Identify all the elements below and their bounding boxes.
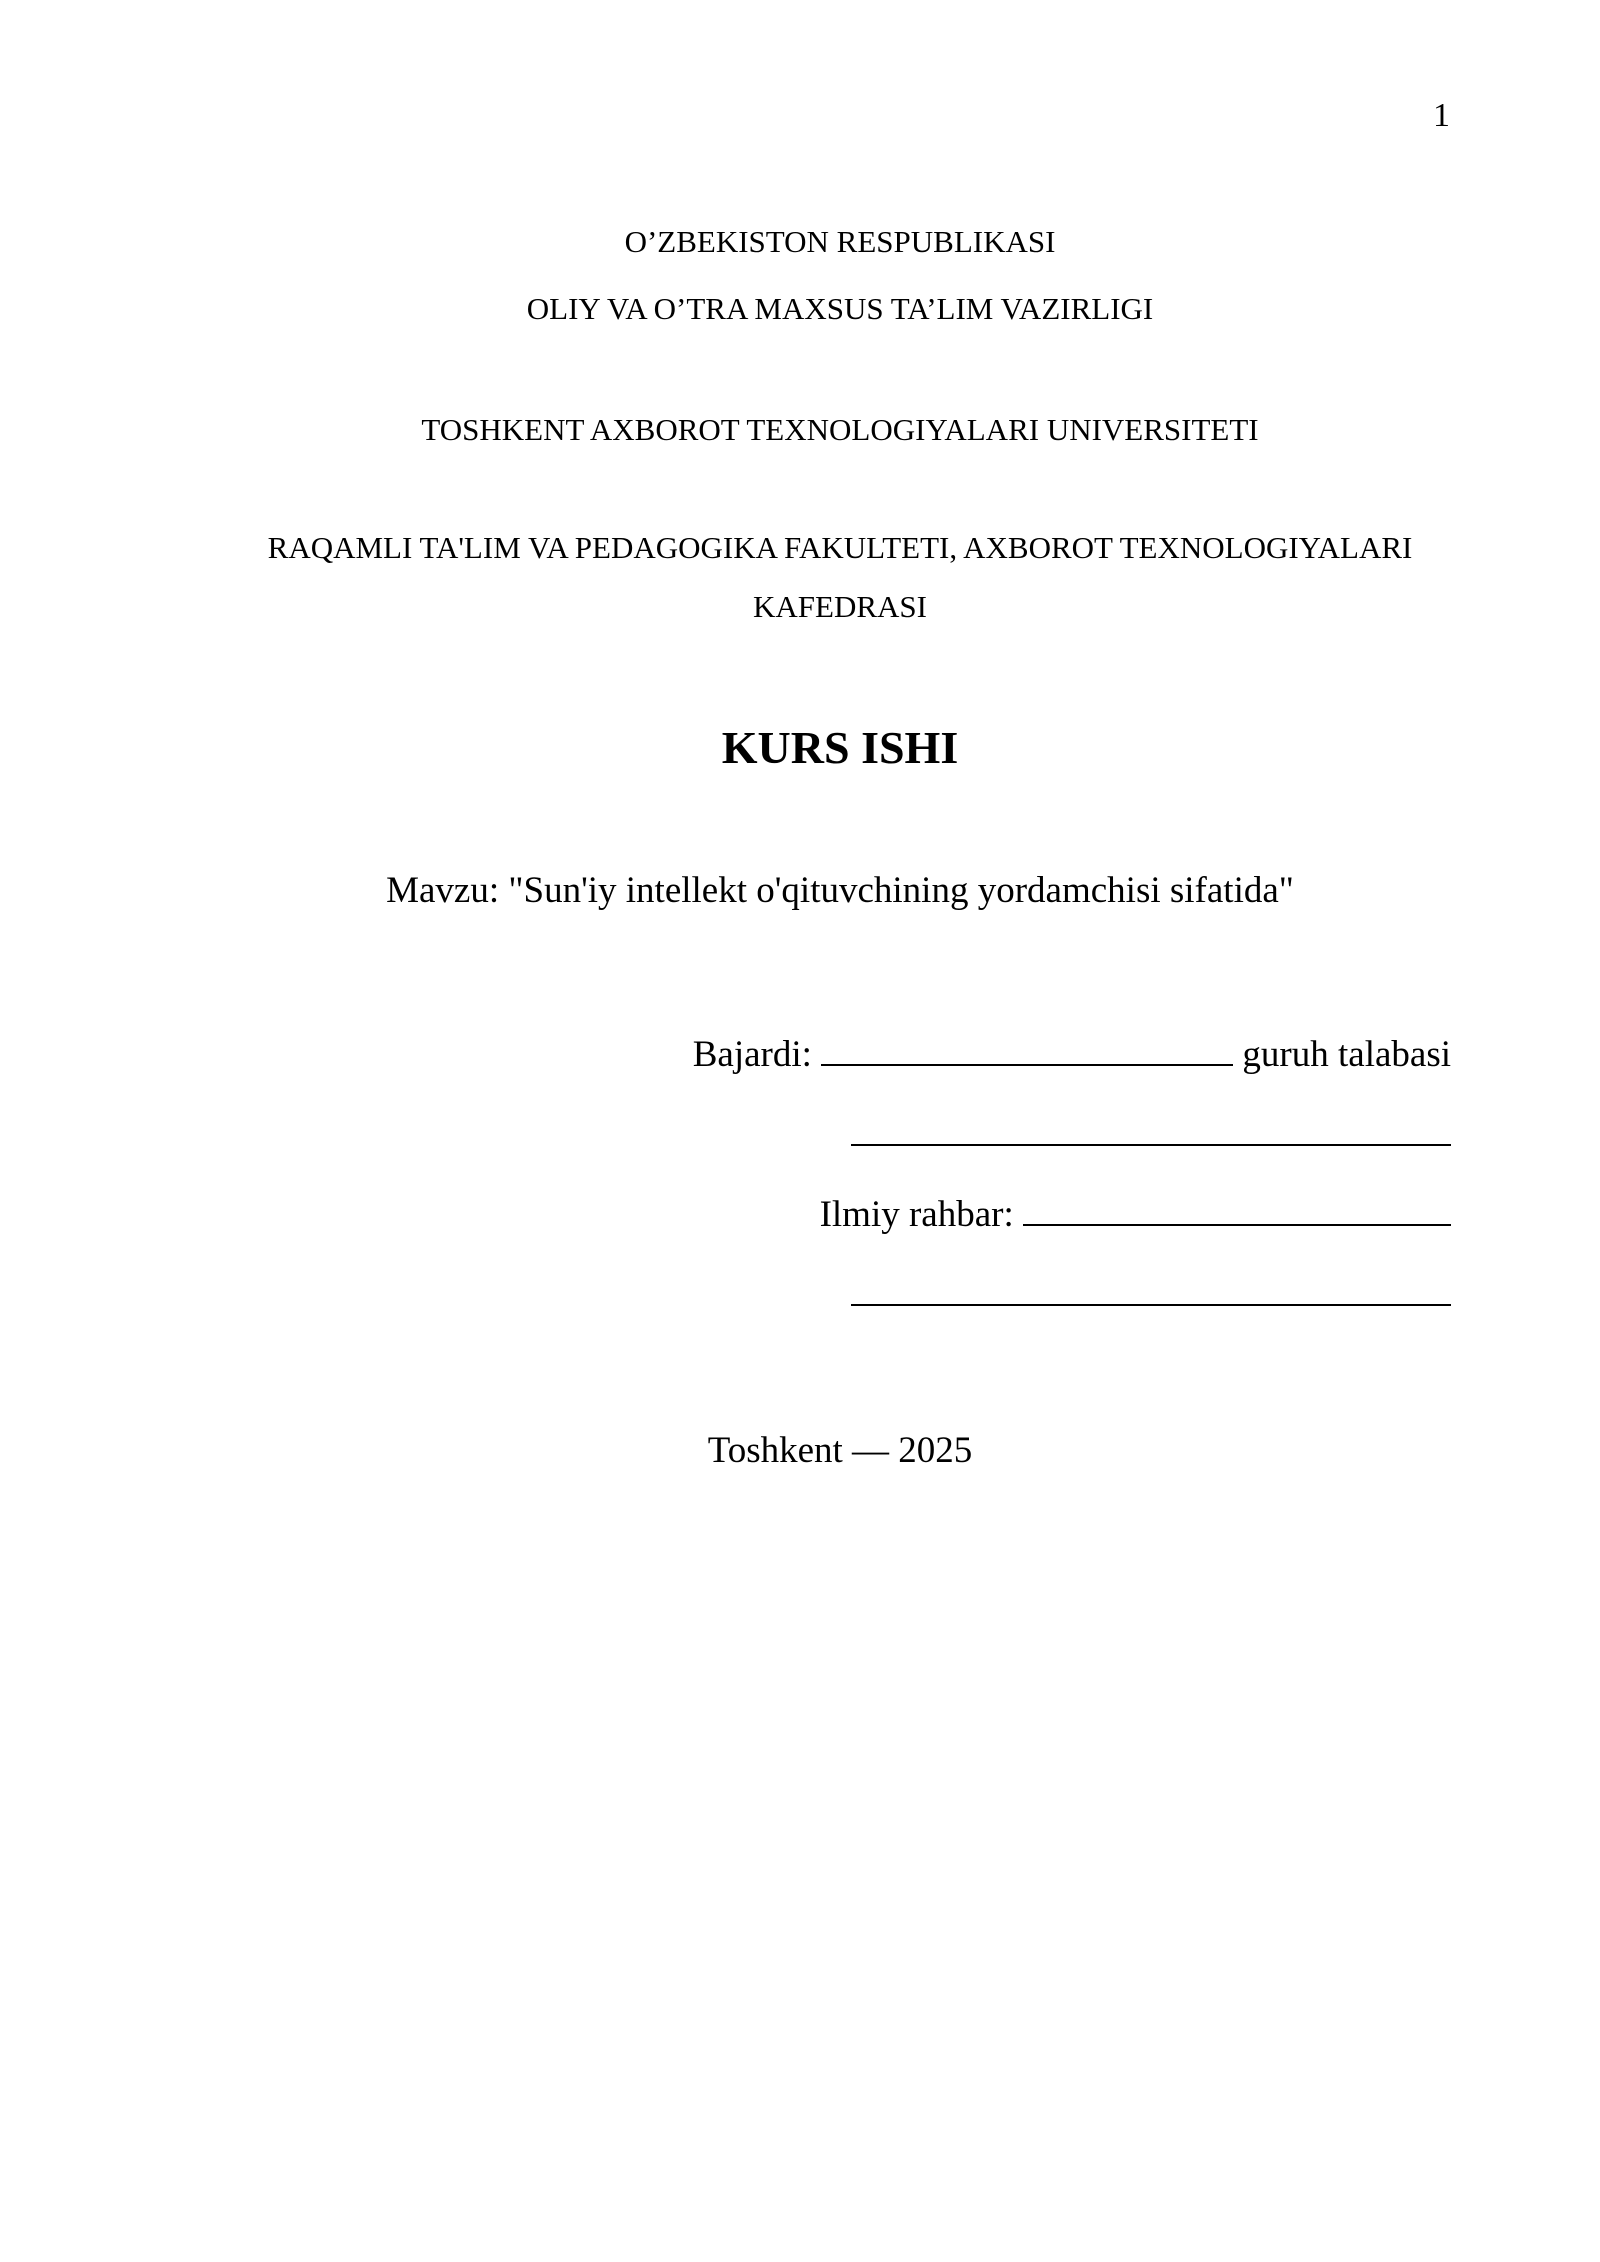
university-heading: TOSHKENT AXBOROT TEXNOLOGIYALARI UNIVERSITETI xyxy=(421,412,1259,447)
performed-by-line xyxy=(693,1030,1451,1078)
supervisor-extra-blank xyxy=(851,1270,1451,1306)
city-year: Toshkent — 2025 xyxy=(707,1430,973,1471)
document-title: KURS ISHI xyxy=(721,722,959,773)
ministry-heading: OLIY VA O’TRA MAXSUS TA’LIM VAZIRLIGI xyxy=(526,291,1154,326)
performed-by-label: Bajardi: xyxy=(692,1034,812,1075)
group-student-label: guruh talabasi xyxy=(1242,1034,1451,1075)
supervisor-extra-line xyxy=(851,1270,1451,1318)
student-name-blank xyxy=(821,1030,1233,1066)
supervisor-name-blank xyxy=(1023,1190,1451,1226)
student-extra-blank xyxy=(851,1110,1451,1146)
supervisor-line xyxy=(820,1190,1451,1238)
page-number: 1 xyxy=(1433,97,1450,134)
student-extra-line xyxy=(851,1110,1451,1158)
country-heading: O’ZBEKISTON RESPUBLIKASI xyxy=(624,224,1056,259)
department-heading: RAQAMLI TA'LIM VA PEDAGOGIKA FAKULTETI, AXBOROT TEXNOLOGIYALARI KAFEDRASI xyxy=(267,530,1413,624)
supervisor-label: Ilmiy rahbar: xyxy=(819,1194,1014,1235)
document-topic: Mavzu: "Sun'iy intellekt o'qituvchining yordamchisi sifatida" xyxy=(386,870,1294,911)
